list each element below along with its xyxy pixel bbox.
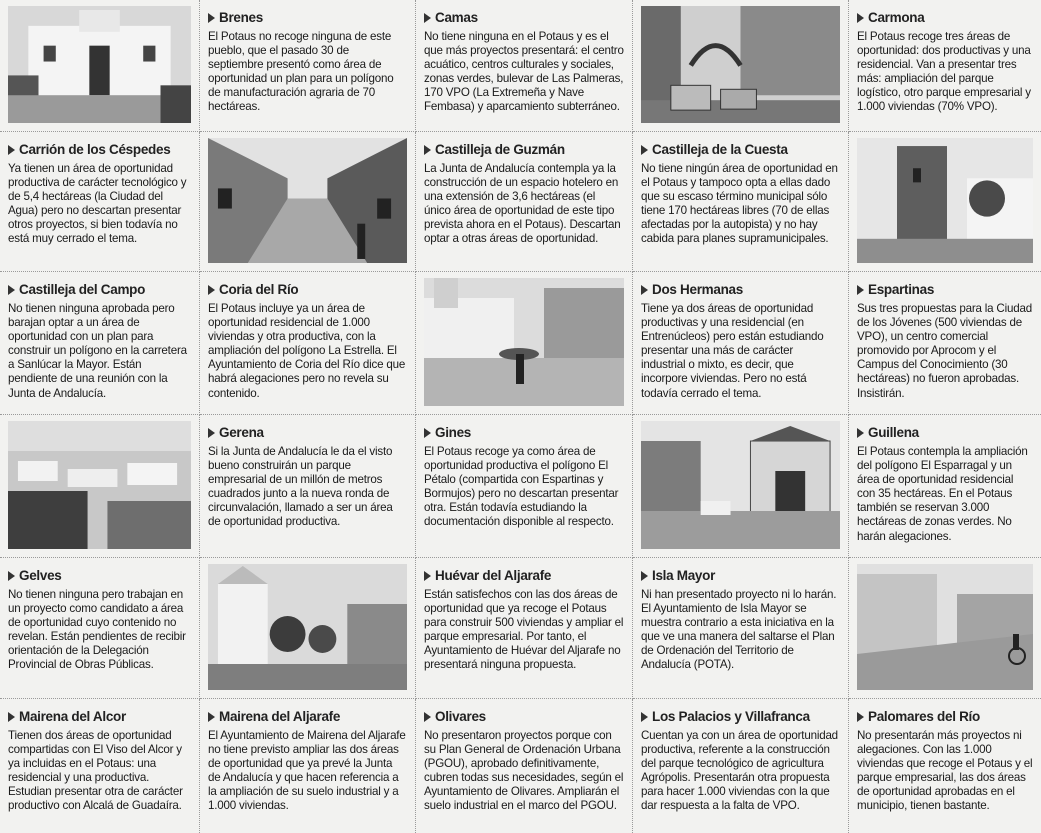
entry-olivares	[416, 699, 633, 833]
entry-text: El Potaus no recoge ninguna de este pueblo, que el pasado 30 de septiembre presentó como área de oportunidad un plan para un polígono de manufacturación agraria de 70 hectáreas.	[208, 30, 394, 114]
bullet-icon	[857, 13, 864, 23]
photo-aerial-town	[8, 421, 191, 549]
bullet-icon	[857, 428, 864, 438]
photo-street-cars	[641, 6, 840, 123]
bullet-icon	[8, 145, 15, 155]
entry-title: Mairena del Aljarafe	[219, 709, 341, 724]
entry-mairena-alcor	[0, 699, 200, 833]
entry-text: No presentaron proyectos porque con su Plan General de Ordenación Urbana (PGOU), aprobado definitivamente, cubren todas sus necesidades, según el Ayuntamiento de Olivares. Ampliarán el suelo industrial en el marco del PGOU.	[424, 729, 624, 813]
photo-cell	[0, 415, 200, 558]
entry-castilleja-campo	[0, 272, 200, 415]
entry-dos-hermanas	[633, 272, 849, 415]
entry-title: Castilleja de Guzmán	[435, 142, 565, 157]
entry-title: Mairena del Alcor	[19, 709, 126, 724]
entry-text: Sus tres propuestas para la Ciudad de los Jóvenes (500 viviendas de VPO), un centro comercial promovido por Aprocom y el Campus del Conocimiento (30 hectáreas) no fueron aprobadas. Insistirán.	[857, 302, 1032, 400]
entry-title: Gelves	[19, 568, 62, 583]
entry-gerena	[200, 415, 416, 558]
entry-text: El Potaus contempla la ampliación del polígono El Esparragal y un área de oportunidad residencial con 35 hectáreas. En el Potaus también se reservan 3.000 hectáreas de zonas verdes. No harán alegaciones.	[857, 445, 1028, 543]
entry-castilleja-cuesta	[633, 132, 849, 272]
entry-title: Brenes	[219, 10, 263, 25]
bullet-icon	[641, 145, 648, 155]
bullet-icon	[424, 428, 431, 438]
entry-text: Tiene ya dos áreas de oportunidad productivas y una residencial (en Entrenúcleos) pero están estudiando presentar una más de carácter industrial o mixto, es decir, que incorpore viviendas. Pero no está todavía cerrado el tema.	[641, 302, 824, 400]
bullet-icon	[208, 428, 215, 438]
entry-title: Gerena	[219, 425, 264, 440]
bullet-icon	[208, 712, 215, 722]
bullet-icon	[8, 712, 15, 722]
bullet-icon	[424, 145, 431, 155]
entry-text: El Potaus recoge ya como área de oportunidad productiva el polígono El Pétalo (compartida con Espartinas y Bormujos) pero no descartan presentar otra. Están todavía estudiando la documentación disponible al respecto.	[424, 445, 619, 529]
entry-title: Los Palacios y Villafranca	[652, 709, 810, 724]
entry-title: Dos Hermanas	[652, 282, 743, 297]
entry-brenes	[200, 0, 416, 132]
photo-cell	[200, 558, 416, 699]
bullet-icon	[857, 285, 864, 295]
entry-text: Si la Junta de Andalucía le da el visto bueno construirán un parque empresarial de un millón de metros cuadrados junto a la nueva ronda de circunvalación, llamado a ser un área de oportunidad productiva.	[208, 445, 393, 529]
bullet-icon	[424, 13, 431, 23]
entry-text: No tiene ningún área de oportunidad en el Potaus y tampoco opta a ellas dado que su escaso término municipal sólo tiene 170 hectáreas libres (70 de ellas afectadas por la autopista) y no hay cabida para planes supramunicipales.	[641, 162, 838, 246]
entry-camas	[416, 0, 633, 132]
entry-los-palacios	[633, 699, 849, 833]
bullet-icon	[208, 13, 215, 23]
entry-mairena-aljarafe	[200, 699, 416, 833]
entry-isla-mayor	[633, 558, 849, 699]
photo-cell	[200, 132, 416, 272]
entry-text: El Potaus recoge tres áreas de oportunidad: dos productivas y una residencial. Van a presentar tres más: ampliación del parque logístico, otro parque empresarial y 1.000 viviendas (70% VPO).	[857, 30, 1031, 114]
entry-text: Están satisfechos con las dos áreas de oportunidad que ya recoge el Potaus para construir 500 viviendas y ampliar el parque empresarial. Por tanto, el Ayuntamiento de Huévar del Aljarafe no presentará ninguna propuesta.	[424, 588, 624, 672]
photo-street-cyclist	[857, 564, 1033, 690]
bullet-icon	[8, 285, 15, 295]
photo-town-hall	[8, 6, 191, 123]
entry-text: Ni han presentado proyecto ni lo harán. El Ayuntamiento de Isla Mayor se muestra contrario a esta iniciativa en la que ve una manera del saltarse el Plan de Ordenación del Territorio de Andalucía (POTA).	[641, 588, 837, 672]
entry-palomares	[849, 699, 1041, 833]
bullet-icon	[8, 571, 15, 581]
photo-cell	[0, 0, 200, 132]
entry-huevar	[416, 558, 633, 699]
entry-text: El Potaus incluye ya un área de oportunidad residencial de 1.000 viviendas y otra productiva, con la ampliación del polígono La Estrella. El Ayuntamiento de Coria del Río dice que habrá alegaciones pero no revela su contenido.	[208, 302, 406, 400]
entry-title: Gines	[435, 425, 472, 440]
entry-title: Isla Mayor	[652, 568, 716, 583]
bullet-icon	[641, 571, 648, 581]
entry-title: Huévar del Aljarafe	[435, 568, 552, 583]
entry-title: Carmona	[868, 10, 925, 25]
entry-guillena	[849, 415, 1041, 558]
photo-plaza-umbrella	[424, 278, 624, 406]
photo-cell	[416, 272, 633, 415]
entry-text: No tienen ninguna aprobada pero barajan optar a un área de oportunidad con un plan para construir un polígono en la carretera a Sanlúcar la Mayor. Están pendiente de una reunión con la Junta de Andalucía.	[8, 302, 187, 400]
photo-church-plaza	[208, 564, 407, 690]
entry-text: Tienen dos áreas de oportunidad compartidas con El Viso del Alcor y ya incluidas en el Potaus: una residencial y una productiva. Estudian presentar otra de carácter productivo con Alcalá de Guadaíra.	[8, 729, 183, 813]
entry-castilleja-guzman	[416, 132, 633, 272]
bullet-icon	[424, 571, 431, 581]
entry-title: Camas	[435, 10, 478, 25]
entry-title: Guillena	[868, 425, 919, 440]
entry-carmona	[849, 0, 1041, 132]
entry-title: Castilleja de la Cuesta	[652, 142, 788, 157]
bullet-icon	[424, 712, 431, 722]
entry-text: No tienen ninguna pero trabajan en un proyecto como candidato a área de oportunidad cuyo contenido no revelan. Están pendientes de recibir orientación de la Delegación Provincial de Obras Públicas.	[8, 588, 186, 672]
photo-tower	[857, 138, 1033, 263]
entry-gines	[416, 415, 633, 558]
entry-text: Cuentan ya con un área de oportunidad productiva, referente a la construcción del parque tecnológico de agricultura Agrópolis. Presentarán otra propuesta para hacer 1.000 viviendas con la que dar respuesta a la falta de VPO.	[641, 729, 838, 813]
photo-cell	[633, 0, 849, 132]
entry-text: La Junta de Andalucía contempla ya la construcción de un espacio hotelero en una extensión de 3,6 hectáreas (el único área de oportunidad de este tipo prevista ahora en el Potaus). Descartan optar a otras áreas de oportunidad.	[424, 162, 621, 246]
entry-gelves	[0, 558, 200, 699]
entry-espartinas	[849, 272, 1041, 415]
photo-narrow-street	[208, 138, 407, 263]
entry-title: Olivares	[435, 709, 486, 724]
entry-text: El Ayuntamiento de Mairena del Aljarafe no tiene previsto ampliar las dos áreas de oportunidad que ya prevé la Junta de Andalucía y que hacen referencia a la ampliación de su suelo industrial y a 1.000 viviendas.	[208, 729, 406, 813]
bullet-icon	[641, 285, 648, 295]
entry-text: Ya tienen un área de oportunidad productiva de carácter tecnológico y de 5,4 hectáreas (la Ciudad del Agua) pero no descartan presentar otros proyectos, si bien todavía no está muy cerrado el tema.	[8, 162, 187, 246]
entry-title: Palomares del Río	[868, 709, 980, 724]
bullet-icon	[641, 712, 648, 722]
entry-carrion	[0, 132, 200, 272]
photo-street-building	[641, 421, 840, 549]
bullet-icon	[857, 712, 864, 722]
entry-text: No tiene ninguna en el Potaus y es el que más proyectos presentará: el centro acuático, centros culturales y sociales, zonas verdes, bulevar de Las Palmeras, 170 VPO (La Extremeña y Nave Fembasa) y aparcamiento subterráneo.	[424, 30, 624, 114]
photo-cell	[849, 132, 1041, 272]
entry-text: No presentarán más proyectos ni alegaciones. Con las 1.000 viviendas que recoge el Potaus y el parque empresarial, las dos áreas de oportunidad aprobadas en el municipio, tienen bastante.	[857, 729, 1033, 813]
bullet-icon	[208, 285, 215, 295]
entry-title: Espartinas	[868, 282, 935, 297]
entry-title: Carrión de los Céspedes	[19, 142, 171, 157]
entry-title: Coria del Río	[219, 282, 299, 297]
entry-coria	[200, 272, 416, 415]
photo-cell	[849, 558, 1041, 699]
photo-cell	[633, 415, 849, 558]
entry-title: Castilleja del Campo	[19, 282, 146, 297]
